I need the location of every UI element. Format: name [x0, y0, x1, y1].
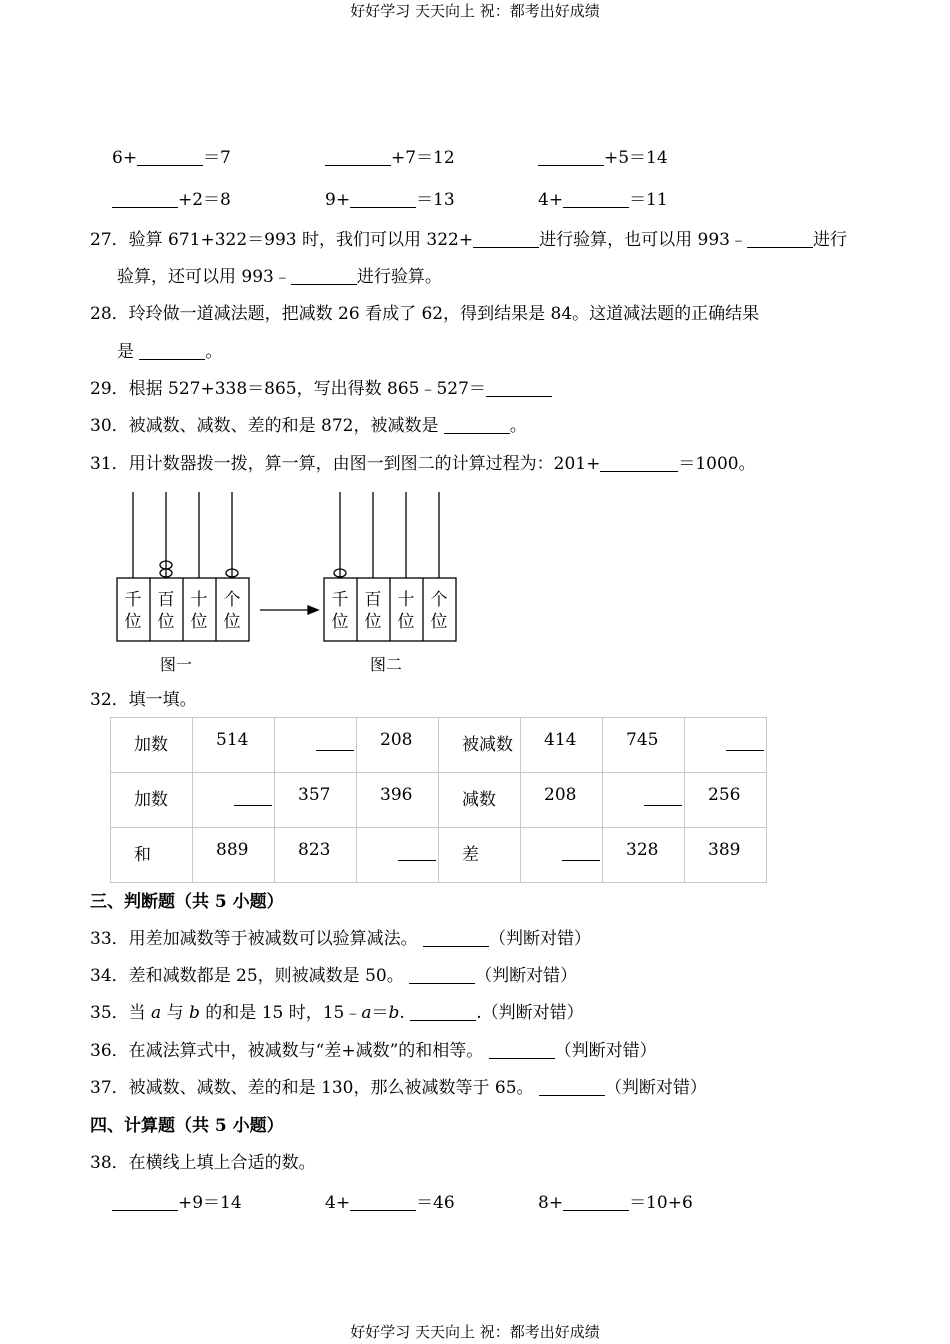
q36: 36．在减法算式中，被减数与“差+减数”的和相等。 （判断对错）	[90, 1041, 657, 1061]
table-cell[interactable]	[521, 828, 603, 883]
table-cell[interactable]	[275, 718, 357, 773]
fig1-bead	[226, 569, 238, 577]
q28-line-1: 28．玲玲做一道减法题，把减数 26 看成了 62，得到结果是 84。这道减法题的正确结果	[90, 304, 760, 324]
fig2-label-hundreds-2: 位	[364, 612, 382, 632]
q26-item-3: +5＝14	[538, 147, 668, 169]
table-cell	[603, 718, 685, 773]
q30: 30．被减数、减数、差的和是 872，被减数是 。	[90, 416, 527, 436]
q28-line-2: 是 。	[117, 342, 223, 362]
answer-blank[interactable]	[350, 191, 416, 208]
cell-text: 414	[544, 730, 577, 750]
answer-blank[interactable]	[473, 231, 539, 248]
cell-text: 514	[216, 730, 249, 750]
table-cell	[193, 828, 275, 883]
q33: 33．用差加减数等于被减数可以验算减法。 （判断对错）	[90, 929, 592, 949]
table-cell	[439, 718, 521, 773]
table-row	[111, 718, 767, 773]
answer-blank[interactable]	[644, 791, 682, 806]
table-cell[interactable]	[357, 828, 439, 883]
cell-text: 889	[216, 840, 249, 860]
q29: 29．根据 527+338＝865，写出得数 865﹣527＝	[90, 378, 552, 400]
answer-blank[interactable]	[112, 191, 178, 208]
answer-blank[interactable]	[563, 1194, 629, 1211]
table-row	[111, 773, 767, 828]
fig1-label-ones-2: 位	[223, 612, 241, 632]
arrow-head	[308, 606, 318, 614]
answer-blank[interactable]	[398, 846, 436, 861]
section-4-title: 四、计算题（共 5 小题）	[90, 1116, 284, 1136]
answer-blank[interactable]	[409, 967, 475, 984]
answer-blank[interactable]	[563, 191, 629, 208]
page-header: 好好学习 天天向上 祝：都考出好成绩	[350, 2, 600, 20]
cell-text: 减数	[462, 790, 496, 810]
q37: 37．被减数、减数、差的和是 130，那么被减数等于 65。 （判断对错）	[90, 1078, 707, 1098]
table-cell	[357, 718, 439, 773]
q26-item-2: +7＝12	[325, 147, 455, 169]
answer-blank[interactable]	[538, 149, 604, 166]
q38-item-2: 4+ ＝46	[325, 1193, 455, 1213]
q34: 34．差和减数都是 25，则被减数是 50。 （判断对错）	[90, 966, 578, 986]
q35: 35．当 a 与 b 的和是 15 时，15﹣a＝b. .（判断对错）	[90, 1003, 584, 1023]
answer-blank[interactable]	[562, 846, 600, 861]
q26-item-4: +2＝8	[112, 189, 231, 211]
answer-blank[interactable]	[325, 149, 391, 166]
q27-line-2: 验算，还可以用 993﹣ 进行验算。	[117, 267, 442, 287]
answer-blank[interactable]	[137, 149, 203, 166]
table-cell[interactable]	[193, 773, 275, 828]
table-cell	[275, 773, 357, 828]
answer-blank[interactable]	[444, 417, 510, 434]
answer-blank[interactable]	[316, 736, 354, 751]
q38-title: 38．在横线上填上合适的数。	[90, 1153, 316, 1173]
fig2-label-hundreds-1: 百	[364, 590, 382, 610]
answer-blank[interactable]	[112, 1194, 178, 1211]
answer-blank[interactable]	[234, 791, 272, 806]
table-cell[interactable]	[603, 773, 685, 828]
table-cell	[685, 828, 767, 883]
fig2-base	[324, 578, 456, 641]
fig1-bead	[160, 569, 172, 577]
fig2-label-ones-2: 位	[430, 612, 448, 632]
cell-text: 745	[626, 730, 659, 750]
section-3-title: 三、判断题（共 5 小题）	[90, 892, 284, 912]
fig2-label-ones-1: 个	[430, 590, 448, 610]
table-cell	[275, 828, 357, 883]
table-cell	[357, 773, 439, 828]
table-cell	[111, 718, 193, 773]
answer-blank[interactable]	[747, 231, 813, 248]
fig2-label-thousands-2: 位	[331, 612, 349, 632]
fig2-label-thousands-1: 千	[331, 590, 349, 610]
answer-blank[interactable]	[423, 930, 489, 947]
fig1-label-thousands-1: 千	[124, 590, 142, 610]
q31: 31．用计数器拨一拨，算一算，由图一到图二的计算过程为：201+ ＝1000。	[90, 454, 756, 474]
table-cell	[111, 828, 193, 883]
fig1-label-hundreds-2: 位	[157, 612, 175, 632]
fig1-base	[117, 578, 249, 641]
answer-blank[interactable]	[486, 380, 552, 397]
fig2-caption: 图二	[369, 655, 403, 674]
cell-text: 差	[462, 845, 479, 865]
cell-text: 208	[544, 785, 577, 805]
table-cell	[193, 718, 275, 773]
cell-text: 和	[134, 845, 151, 865]
table-cell	[685, 773, 767, 828]
table-cell	[521, 773, 603, 828]
answer-blank[interactable]	[139, 343, 205, 360]
answer-blank[interactable]	[600, 455, 678, 472]
fig2-label-tens-1: 十	[397, 590, 415, 610]
fig1-label-tens-2: 位	[190, 612, 208, 632]
fig1-label-hundreds-1: 百	[157, 590, 175, 610]
table-row	[111, 828, 767, 883]
fig1-label-thousands-2: 位	[124, 612, 142, 632]
table-cell	[603, 828, 685, 883]
answer-blank[interactable]	[489, 1042, 555, 1059]
table-cell	[111, 773, 193, 828]
table-cell	[521, 718, 603, 773]
q26-item-5: 9+ ＝13	[325, 190, 455, 210]
table-cell	[439, 828, 521, 883]
page-footer: 好好学习 天天向上 祝：都考出好成绩	[350, 1323, 600, 1341]
fig1-label-ones-1: 个	[223, 590, 241, 610]
q38-item-1: +9＝14	[112, 1192, 242, 1214]
cell-text: 被减数	[462, 735, 513, 755]
table-cell[interactable]	[685, 718, 767, 773]
cell-text: 256	[708, 785, 741, 805]
q26-item-1: 6+ ＝7	[112, 148, 231, 168]
cell-text: 加数	[134, 790, 168, 810]
cell-text: 823	[298, 840, 331, 860]
fig1-label-tens-1: 十	[190, 590, 208, 610]
answer-blank[interactable]	[291, 268, 357, 285]
answer-blank[interactable]	[539, 1079, 605, 1096]
fig1-caption: 图一	[159, 655, 193, 674]
cell-text: 396	[380, 785, 413, 805]
answer-blank[interactable]	[726, 736, 764, 751]
fig1-bead	[160, 561, 172, 569]
q27-line-1: 27．验算 671+322＝993 时，我们可以用 322+ 进行验算，也可以用 993﹣ 进行	[90, 230, 847, 250]
q32-title: 32．填一填。	[90, 690, 197, 710]
table-cell	[439, 773, 521, 828]
q26-item-6: 4+ ＝11	[538, 190, 668, 210]
cell-text: 加数	[134, 735, 168, 755]
fig2-label-tens-2: 位	[397, 612, 415, 632]
answer-blank[interactable]	[410, 1004, 476, 1021]
cell-text: 328	[626, 840, 659, 860]
q32-table	[110, 717, 767, 883]
cell-text: 389	[708, 840, 741, 860]
answer-blank[interactable]	[350, 1194, 416, 1211]
cell-text: 357	[298, 785, 331, 805]
q38-item-3: 8+ ＝10+6	[538, 1193, 693, 1213]
fig2-bead	[334, 569, 346, 577]
cell-text: 208	[380, 730, 413, 750]
